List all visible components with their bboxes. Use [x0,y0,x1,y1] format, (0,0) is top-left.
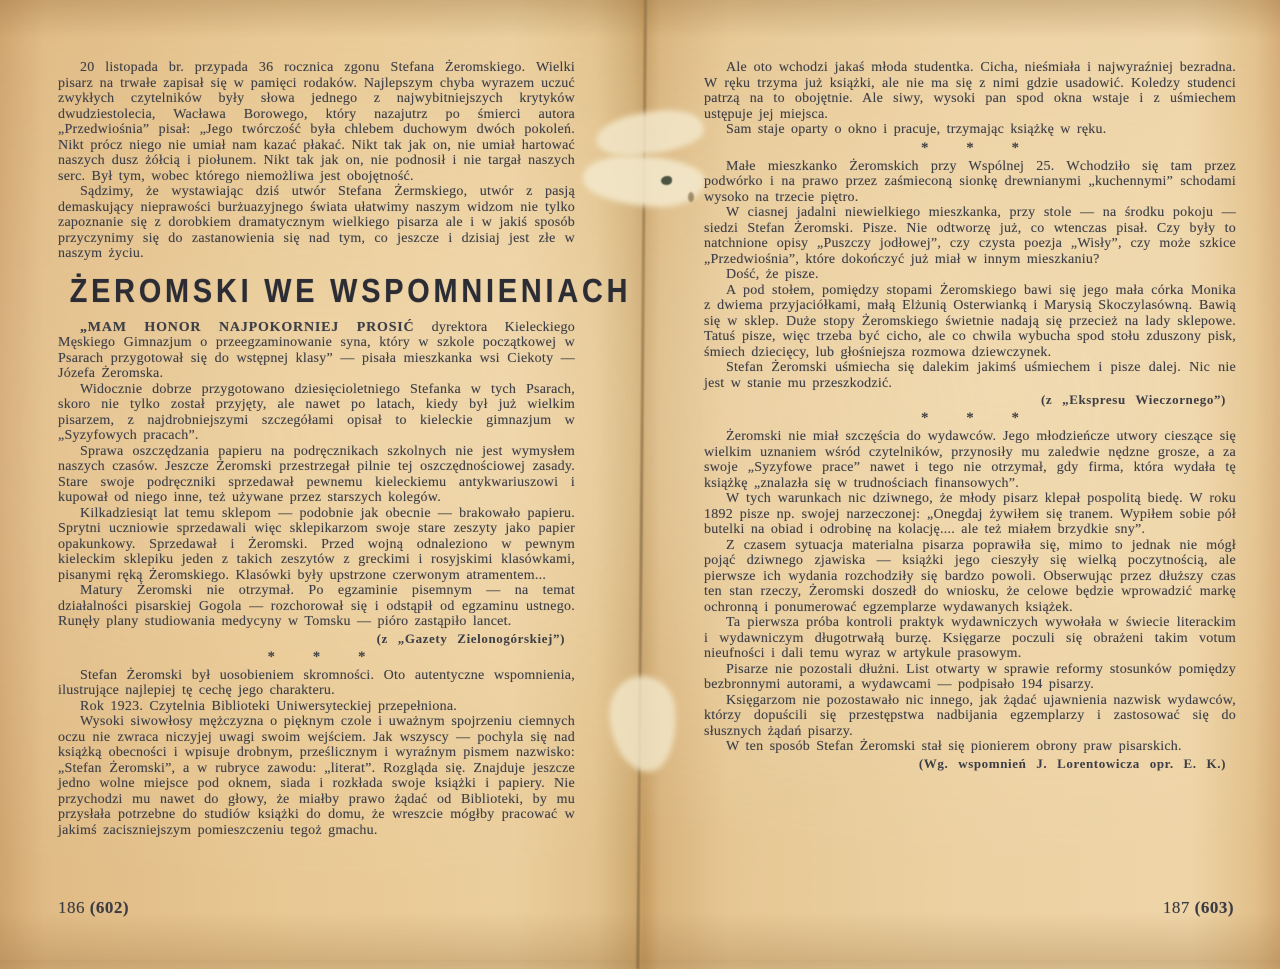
page-number-folio: 186 [58,898,90,917]
page-number-folio: 187 [1162,898,1195,917]
paragraph: Rok 1923. Czytelnia Biblioteki Uniwersyteckiej przepełniona. [80,698,458,714]
bold-lead-text: „MAM HONOR NAJPOKORNIEJ PROSIĆ [80,319,415,335]
paragraph: Z czasem sytuacja materialna pisarza poprawiła się, mimo to jednak nie mógł pojąć dziwnego zjawiska — książki jego cieszyły się wielką poczytnością, ale pierwsze ich wydania rozchodziły się bardzo powoli. Obserwując przez dłuższy czas ten stan rzeczy, Żeromski doszedł do wniosku, że celowe będzie wprowadzić markę ochronną i ponumerować egzemplarze wydawanych książek. [704,537,1236,615]
section-separator: * * * [267,648,366,665]
paragraph: Dość, że pisze. [726,267,819,282]
paragraph: Sam staje oparty o okno i pracuje, trzymając książkę w ręku. [726,122,1107,137]
paper-stain [582,153,706,209]
source-attribution: (z „Ekspresu Wieczornego”) [1040,392,1226,407]
paragraph-text: dyrektora Kieleckiego Męskiego Gimnazjum o przeegzaminowanie syna, który w szkole początkowej w Psarach przygotował się do wstępnej klasy” — pisała mieszkanka wsi Ciekoty — Józefa Żeromska. [58,319,575,381]
paragraph: Kilkadziesiąt lat temu sklepom — podobnie jak obecnie — brakowało papieru. Sprytni uczniowie sprzedawali więc sklepikarzom swoje stare zeszyty jako papier opakunkowy. Sprzedawał i Żeromski. Przed wojną odnaleziono w pewnym kieleckim sklepiku jeden z takich zeszytów z greckimi i rosyjskimi klasówkami, pisanymi ręką Żeromskiego. Klasówki były upstrzone czerwonym atramentem... [58,505,575,583]
section-separator: * * * [921,139,1019,156]
paper-stain [607,674,680,774]
page-number-parenthetical: (602) [89,898,130,917]
left-page [58,60,632,920]
paragraph: A pod stołem, pomiędzy stopami Żeromskiego bawi się jego mała córka Monika z dwiema przyjaciółkami, małą Elżunią Osterwianką i Marysią Skoczylasówną. Bawią się w sklep. Duże stopy Żeromskiego świetnie nadają się przecież na lady sklepowe. Tatuś pisze, więc trzeba być cicho, ale co chwila wybucha spod stołu zduszony pisk, śmiech dziecięcy, lub głośniejsza rozmowa dziewczynek. [704,282,1236,360]
page-number [58,898,129,918]
paragraph: Pisarze nie pozostali dłużni. List otwarty w sprawie reformy stosunków pomiędzy bezbronnymi autorami, a wydawcami — podpisało 194 pisarzy. [704,661,1236,692]
page-number [1163,898,1234,918]
source-attribution: (z „Gazety Zielonogórskiej”) [376,630,565,646]
paragraph: W ciasnej jadalni niewielkiego mieszkanka, przy stole — na środku pokoju — siedzi Stefan Żeromski. Pisze. Nie odtworzę już, co wtenczas pisał. Czy były to natchnione opisy „Puszczy jodłowej”, czy czysta poezja „Wisły”, czy może szkice „Przedwiośnia”, które dokończyć już miał w innym mieszkaniu? [704,205,1236,267]
paragraph: Wysoki siwowłosy mężczyzna o pięknym czole i uważnym spojrzeniu ciemnych oczu nie zwraca niczyjej uwagi swoim wejściem. Jak wszyscy — pochyla się nad książką obecności i wpisuje drobnym, prześlicznym i wyraźnym pismem nazwisko: „Stefan Żeromski”, a w rubryce zawodu: „literat”. Rozgląda się. Znajduje jeszcze jedno wolne miejsce pod oknem, siada i rozkłada swoje książki i papiery. Nie przychodzi mu nawet do głowy, że miałby prawo żądać od Biblioteki, by mu przysłała potrzebne do studiów książki do domu, że wreszcie mógłby pracować w jakimś zaciszniejszym pomieszczeniu tegoż gmachu. [58,714,575,838]
page-number-parenthetical: (603) [1194,898,1234,917]
ink-speck [688,192,694,202]
paragraph: Matury Żeromski nie otrzymał. Po egzaminie pisemnym — na temat działalności pisarskiej Gogola — rozchorował się i odstąpił od egzaminu ustnego. Runęły plany studiowania medycyny w Tomsku — pióro zastąpiło lancet. [58,583,575,629]
paragraph: Sprawa oszczędzania papieru na podręcznikach szkolnych nie jest wymysłem naszych czasów. Jeszcze Żeromski przestrzegał pilnie tej oszczędnościowej zasady. Stare swoje podręczniki sprzedawał pewnemu kieleckiemu antykwariuszowi i kupował od niego inne, też używane przez starszych kolegów. [58,443,575,505]
section-separator: * * * [921,410,1019,426]
paragraph: Ale oto wchodzi jakaś młoda studentka. Cicha, nieśmiała i najwyraźniej bezradna. W ręku trzyma już książki, ale nie ma się z nimi gdzie usadowić. Koledzy studenci patrzą na to obojętnie. Ale siwy, wysoki pan spod okna wstaje i z uśmiechem ustępuje jej miejsca. [704,60,1236,122]
paper-stain [594,106,706,161]
paragraph: Stefan Żeromski uśmiecha się dalekim jakimś uśmiechem i pisze dalej. Nic nie jest w stanie mu przeszkodzić. [704,360,1236,391]
article-title [58,272,632,310]
paragraph: Małe mieszkanko Żeromskich przy Wspólnej 25. Wchodziło się tam przez podwórko i na prawo przez zaśmieconą sionkę drewnianymi „kuchennymi” schodami wysoko na trzecie piętro. [704,158,1236,205]
right-page [704,60,1236,920]
paragraph: 20 listopada br. przypada 36 rocznica zgonu Stefana Żeromskiego. Wielki pisarz na trwałe zapisał się w pamięci rodaków. Najlepszym chyba wyrazem uczuć zwykłych czytelników były słowa jednego z najwybitniejszych krytyków dwudziestolecia, Wacława Borowego, który nazajutrz po śmierci autora „Przedwiośnia” pisał: „Jego twórczość była chlebem duchowym dwóch pokoleń. Nikt prócz niego nie umiał nam kazać płakać. Nikt tak jak on, nie umiał hartować naszych dusz żółcią i piołunem. Nikt tak jak on, nie podnosił i nie targał naszych serc. Był tym, wobec którego niemożliwa jest obojętność. [58,60,575,184]
paragraph: W ten sposób Stefan Żeromski stał się pionierem obrony praw pisarskich. [726,739,1182,754]
source-attribution: (Wg. wspomnień J. Lorentowicza opr. E. K.) [918,755,1226,771]
paragraph: W tych warunkach nic dziwnego, że młody pisarz klepał pospolitą biedę. W roku 1892 pisze np. swojej narzeczonej: „Onegdaj żywiłem się tranem. Wypiłem sobie pół butelki na obiad i odrobinę na kolację.... ale też miałem brzydkie sny”. [704,491,1236,537]
ink-speck [661,176,672,185]
paragraph: Widocznie dobrze przygotowano dziesięcioletniego Stefanka w tych Psarach, skoro nie tylko został przyjęty, ale nawet po latach, kiedy był już wielkim pisarzem, z najdrobniejszymi szczegółami opisał to kieleckie gimnazjum w „Syzyfowych pracach”. [58,381,575,443]
paragraph [58,320,575,382]
paragraph: Sądzimy, że wystawiając dziś utwór Stefana Żermskiego, utwór z pasją demaskujący nieprawości burżuazyjnego świata ułatwimy naszym widzom nie tylko zapoznanie się z dorobkiem dramatycznym wielkiego pisarza ale i w jakiś sposób przyczynimy się do zastanowienia się nad tym, co jeszcze i dzisiaj jest złe w naszym życiu. [58,184,575,261]
article-title-text: ŻEROMSKI WE WSPOMNIENIACH [69,272,632,310]
paragraph: Żeromski nie miał szczęścia do wydawców. Jego młodzieńcze utwory cieszące się wielkim uznaniem wśród czytelników, przynosiły mu zaledwie nędzne grosze, a za swoje „Syzyfowe prace” nawet i tego nie otrzymał, gdy firma, która wydała tę książkę „znalazła się w trudnościach finansowych”. [704,429,1236,491]
paragraph: Księgarzom nie pozostawało nic innego, jak żądać ujawnienia nazwisk wydawców, którzy dopuścili się przestępstwa nadbijania egzemplarzy i zastosować się do słusznych żądań pisarzy. [704,692,1236,739]
paragraph: Ta pierwsza próba kontroli praktyk wydawniczych wywołała w świecie literackim i wydawniczym długotrwałą burzę. Księgarze poczuli się obrażeni takim votum nieufności i dali temu wyraz w artykule prasowym. [704,615,1236,661]
paragraph: Stefan Żeromski był uosobieniem skromności. Oto autentyczne wspomnienia, ilustrujące najlepiej tę cechę jego charakteru. [58,667,575,698]
